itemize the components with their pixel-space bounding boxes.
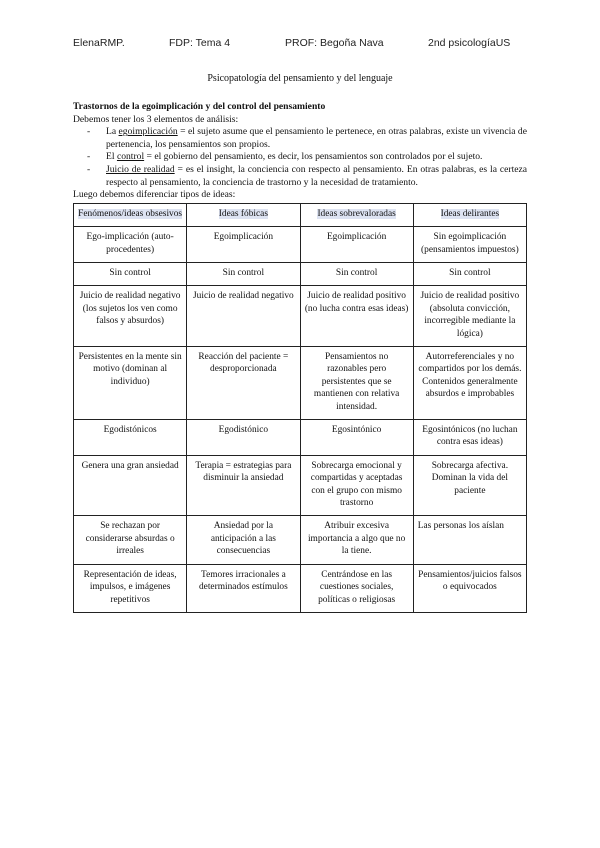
table-cell: Centrándose en las cuestiones sociales, políticas o religiosas	[300, 564, 413, 612]
table-cell: Autorreferenciales y no compartidos por los demás. Contenidos generalmente absurdos e improbables	[413, 347, 526, 420]
table-row	[74, 420, 527, 456]
criterion-item	[73, 126, 527, 151]
table-row	[74, 516, 527, 564]
table-cell: Terapia = estrategias para disminuir la ansiedad	[187, 455, 300, 516]
criteria-list	[73, 126, 527, 189]
table-cell: Pensamientos no razonables pero persistentes que se mantienen con relativa intensidad.	[300, 347, 413, 420]
table-cell: Reacción del paciente = desproporcionada	[187, 347, 300, 420]
criterion-term: control	[116, 151, 145, 163]
bullet-dash: -	[87, 163, 91, 175]
table-row	[74, 564, 527, 612]
header-course: 2nd psicologíaUS	[428, 37, 511, 49]
table-row	[74, 227, 527, 263]
table-cell: Sobrecarga emocional y compartidas y aceptadas con el grupo con mismo trastorno	[300, 455, 413, 516]
table-cell: Egoimplicación	[187, 227, 300, 263]
criterion-item	[73, 151, 527, 164]
column-header: Ideas delirantes	[413, 203, 526, 226]
table-cell: Juicio de realidad positivo (absoluta convicción, incorregible mediante la lógica)	[413, 286, 526, 347]
table-cell: Juicio de realidad negativo	[187, 286, 300, 347]
table-cell: Persistentes en la mente sin motivo (dominan al individuo)	[74, 347, 187, 420]
section-heading: Trastornos de la egoimplicación y del control del pensamiento	[73, 101, 326, 112]
bullet-dash: -	[87, 151, 91, 163]
criterion-before: La	[106, 126, 119, 138]
column-header: Fenómenos/ideas obsesivos	[74, 203, 187, 226]
lead-text: Luego debemos diferenciar tipos de ideas:	[73, 189, 236, 201]
header-topic: FDP: Tema 4	[169, 37, 231, 49]
table-cell: Temores irracionales a determinados estímulos	[187, 564, 300, 612]
criterion-before: El	[106, 151, 117, 163]
criterion-term: Juicio de realidad	[106, 163, 175, 175]
table-cell: Sin control	[74, 262, 187, 285]
column-header: Ideas sobrevaloradas	[300, 203, 413, 226]
document-body	[73, 101, 527, 613]
table-cell: Sin egoimplicación (pensamientos impuestos)	[413, 227, 526, 263]
table-cell: Se rechazan por considerarse absurdas o irreales	[74, 516, 187, 564]
criterion-definition: = el sujeto asume que el pensamiento le pertenece, en otras palabras, existe un vivencia de pertenencia, los pensamientos son propios.	[106, 126, 527, 150]
table-header-row	[74, 203, 527, 226]
table-cell: Juicio de realidad negativo (los sujetos los ven como falsos y absurdos)	[74, 286, 187, 347]
table-cell: Sobrecarga afectiva. Dominan la vida del paciente	[413, 455, 526, 516]
table-row	[74, 455, 527, 516]
table-cell: Ansiedad por la anticipación a las consecuencias	[187, 516, 300, 564]
table-row	[74, 262, 527, 285]
header-author: ElenaRMP.	[73, 37, 125, 49]
table-cell: Atribuir excesiva importancia a algo que no la tiene.	[300, 516, 413, 564]
table-cell: Juicio de realidad positivo (no lucha contra esas ideas)	[300, 286, 413, 347]
intro-text: Debemos tener los 3 elementos de análisis:	[73, 113, 239, 125]
table-cell: Sin control	[300, 262, 413, 285]
table-cell: Pensamientos/juicios falsos o equivocados	[413, 564, 526, 612]
table-cell: Egoimplicación	[300, 227, 413, 263]
ideas-comparison-table	[73, 203, 527, 613]
document-title: Psicopatología del pensamiento y del lenguaje	[207, 73, 393, 84]
criterion-definition: = es el insight, la conciencia con respecto al pensamiento. En otras palabras, es la certeza respecto al pensamiento, la conciencia de trastorno y la necesidad de tratamiento.	[106, 163, 528, 188]
table-cell: Egodistónicos	[74, 420, 187, 456]
table-cell: Genera una gran ansiedad	[74, 455, 187, 516]
table-cell: Egosintónicos (no luchan contra esas ideas)	[413, 420, 526, 456]
table-cell: Representación de ideas, impulsos, e imágenes repetitivos	[74, 564, 187, 612]
criterion-definition: = el gobierno del pensamiento, es decir, los pensamientos son controlados por el sujeto.	[144, 151, 483, 163]
header-professor: PROF: Begoña Nava	[285, 37, 384, 49]
table-cell: Sin control	[413, 262, 526, 285]
table-row	[74, 347, 527, 420]
criterion-item	[73, 164, 527, 189]
table-cell: Las personas los aíslan	[413, 516, 526, 564]
table-cell: Egodistónico	[187, 420, 300, 456]
table-cell: Egosintónico	[300, 420, 413, 456]
criterion-term: egoimplicación	[118, 126, 178, 138]
page-header	[73, 37, 543, 51]
table-cell: Ego-implicación (auto-procedentes)	[74, 227, 187, 263]
column-header: Ideas fóbicas	[187, 203, 300, 226]
bullet-dash: -	[87, 126, 91, 138]
table-cell: Sin control	[187, 262, 300, 285]
table-row	[74, 286, 527, 347]
